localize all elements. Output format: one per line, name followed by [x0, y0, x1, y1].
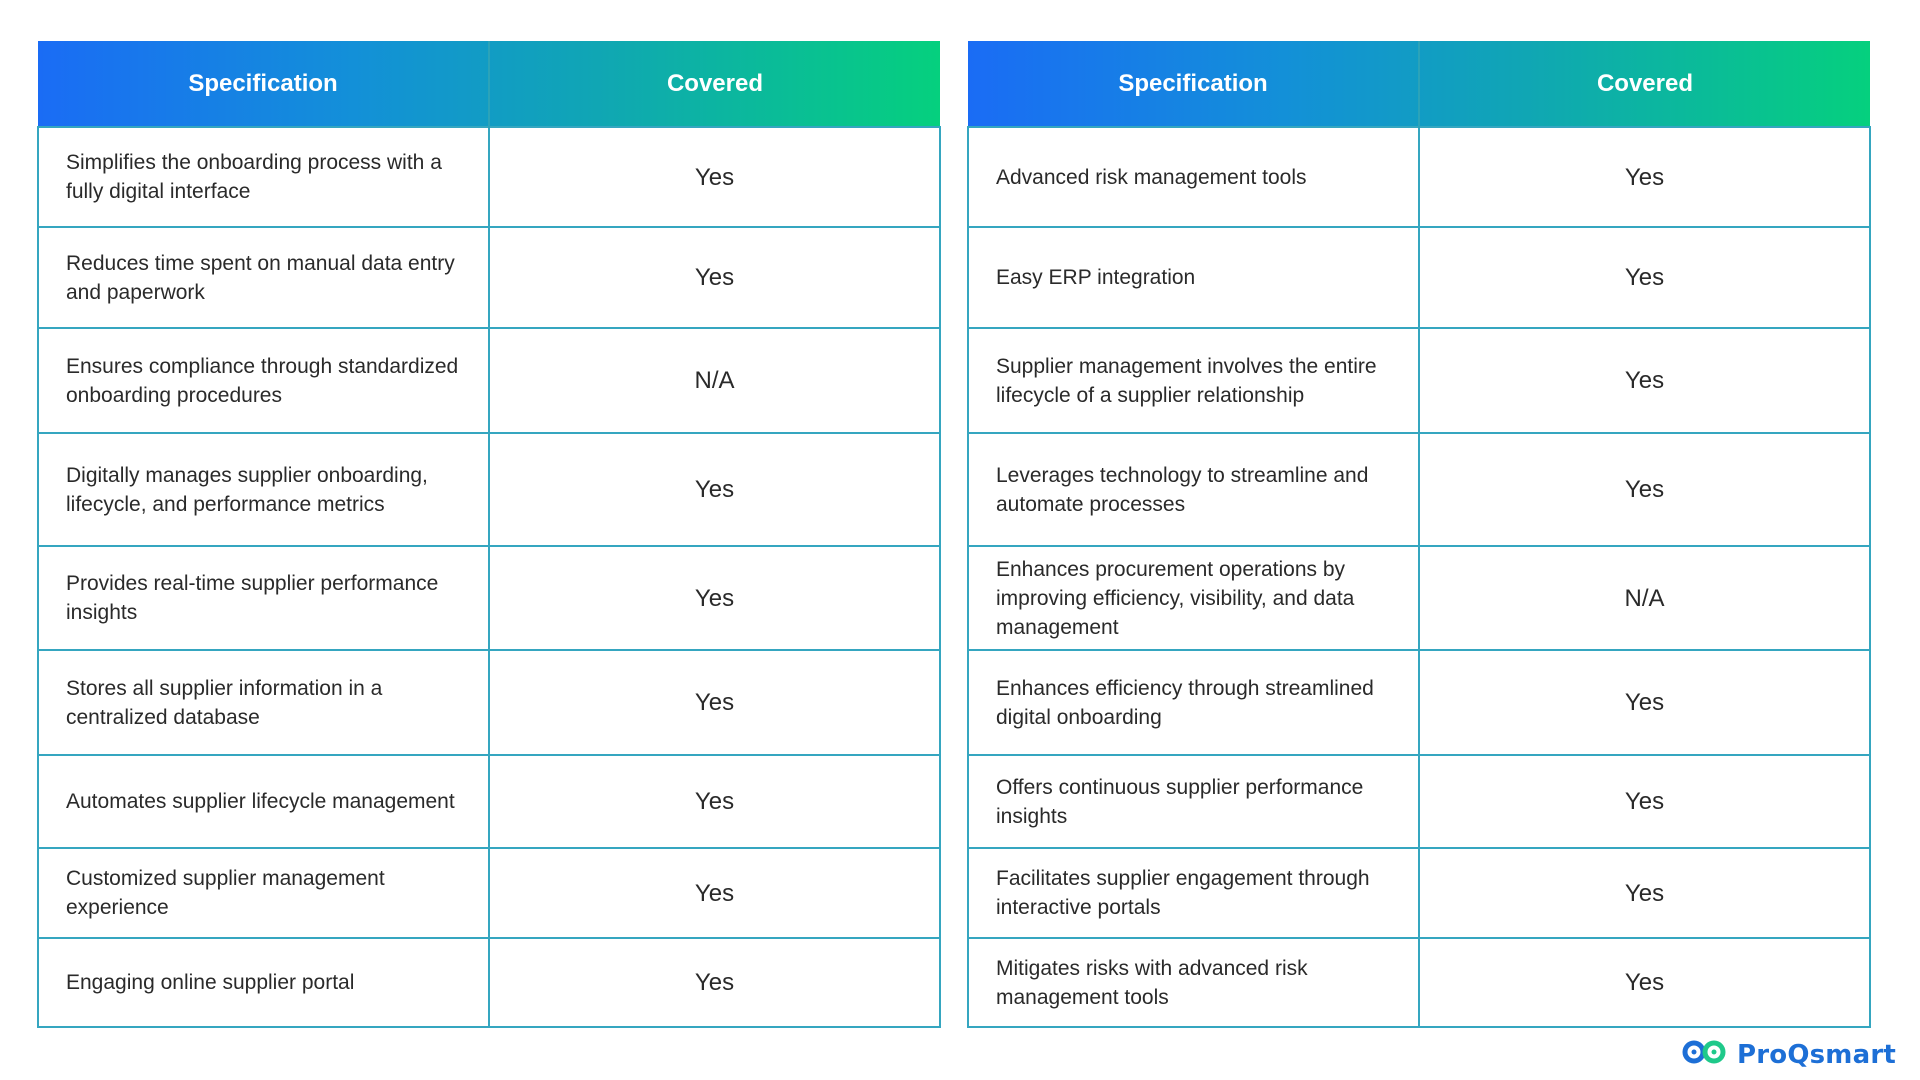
spec-cell: Simplifies the onboarding process with a fully digital interface [38, 127, 489, 227]
spec-cell: Provides real-time supplier performance insights [38, 546, 489, 650]
column-header-specification: Specification [38, 41, 489, 127]
covered-cell: Yes [489, 127, 940, 227]
spec-cell: Leverages technology to streamline and automate processes [968, 433, 1419, 546]
spec-cell: Customized supplier management experience [38, 848, 489, 938]
table-row [968, 328, 1870, 433]
covered-cell: Yes [1419, 227, 1870, 328]
spec-cell: Facilitates supplier engagement through interactive portals [968, 848, 1419, 938]
covered-cell: Yes [489, 848, 940, 938]
column-header-covered: Covered [1596, 69, 1694, 97]
spec-table-right [967, 41, 1871, 1028]
spec-cell: Automates supplier lifecycle management [38, 755, 489, 848]
proqsmart-logo [1681, 1039, 1896, 1070]
table-row [38, 938, 940, 1027]
covered-cell: Yes [1419, 848, 1870, 938]
table-header-row [968, 41, 1870, 127]
covered-cell: Yes [489, 227, 940, 328]
covered-cell: N/A [1419, 546, 1870, 650]
spec-cell: Enhances efficiency through streamlined digital onboarding [968, 650, 1419, 755]
table-row [968, 433, 1870, 546]
covered-cell: Yes [489, 755, 940, 848]
covered-cell: Yes [1419, 938, 1870, 1027]
spec-cell: Supplier management involves the entire lifecycle of a supplier relationship [968, 328, 1419, 433]
spec-cell: Advanced risk management tools [968, 127, 1419, 227]
covered-cell: Yes [489, 938, 940, 1027]
table-row [38, 755, 940, 848]
table-row [968, 848, 1870, 938]
table-row [38, 433, 940, 546]
table-header-row [38, 41, 940, 127]
logo-text: ProQsmart [1736, 1039, 1896, 1070]
table-row [968, 938, 1870, 1027]
covered-cell: Yes [1419, 328, 1870, 433]
covered-cell: Yes [1419, 433, 1870, 546]
spec-cell: Enhances procurement operations by improving efficiency, visibility, and data management [968, 546, 1419, 650]
spec-cell: Digitally manages supplier onboarding, lifecycle, and performance metrics [38, 433, 489, 546]
table-row [38, 227, 940, 328]
table-row [968, 650, 1870, 755]
covered-cell: Yes [489, 433, 940, 546]
covered-cell: Yes [1419, 650, 1870, 755]
covered-cell: Yes [1419, 755, 1870, 848]
spec-cell: Ensures compliance through standardized onboarding procedures [38, 328, 489, 433]
table-row [38, 546, 940, 650]
table-row [38, 650, 940, 755]
table-row [38, 328, 940, 433]
spec-cell: Offers continuous supplier performance insights [968, 755, 1419, 848]
covered-cell: N/A [489, 328, 940, 433]
table-row [968, 227, 1870, 328]
spec-cell: Easy ERP integration [968, 227, 1419, 328]
covered-cell: Yes [489, 650, 940, 755]
column-header-specification: Specification [968, 41, 1419, 127]
table-row [968, 546, 1870, 650]
spec-cell: Mitigates risks with advanced risk management tools [968, 938, 1419, 1027]
spec-cell: Stores all supplier information in a centralized database [38, 650, 489, 755]
table-row [38, 127, 940, 227]
table-row [968, 755, 1870, 848]
table-row [968, 127, 1870, 227]
table-row [38, 848, 940, 938]
proqsmart-logo-icon [1681, 1039, 1729, 1070]
covered-cell: Yes [489, 546, 940, 650]
spec-cell: Reduces time spent on manual data entry and paperwork [38, 227, 489, 328]
spec-table-left [37, 41, 941, 1028]
covered-cell: Yes [1419, 127, 1870, 227]
column-header-covered: Covered [666, 69, 764, 97]
spec-cell: Engaging online supplier portal [38, 938, 489, 1027]
